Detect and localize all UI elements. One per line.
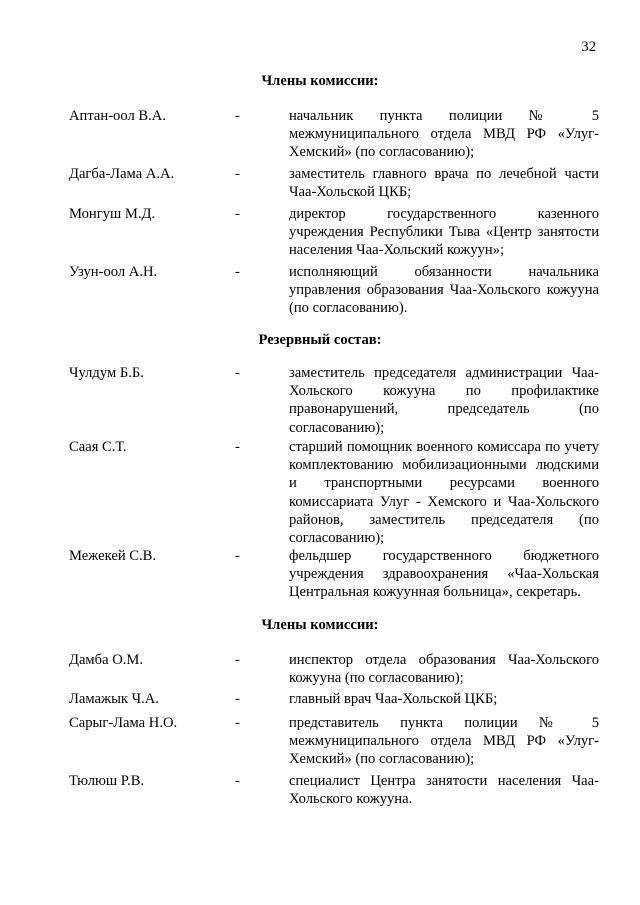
section-heading-members: Члены комиссии: — [261, 73, 379, 89]
member-description: заместитель главного врача по лечебной части Чаа-Хольской ЦКБ; — [289, 166, 599, 201]
section-heading-reserve: Резервный состав: — [258, 332, 382, 348]
member-dash: - — [235, 108, 240, 124]
member-description: специалист Центра занятости населения Чаа-Хольского кожууна. — [289, 773, 599, 808]
member-description: инспектор отдела образования Чаа-Хольского кожууна (по согласованию); — [289, 652, 599, 687]
member-name: Чулдум Б.Б. — [69, 365, 144, 381]
member-name: Тюлюш Р.В. — [69, 773, 145, 789]
section-heading-members: Члены комиссии: — [261, 617, 379, 633]
member-description: исполняющий обязанности начальника управления образования Чаа-Хольского кожууна (по согласованию). — [289, 264, 599, 317]
member-description: директор государственного казенного учреждения Республики Тыва «Центр занятости населения Чаа-Хольский кожуун»; — [289, 206, 599, 259]
member-dash: - — [235, 206, 240, 222]
member-name: Дамба О.М. — [69, 652, 144, 668]
member-description: начальник пункта полиции № 5 межмуниципального отдела МВД РФ «Улуг-Хемский» (по согласованию); — [289, 108, 599, 161]
member-name: Дагба-Лама А.А. — [69, 166, 175, 182]
member-description: фельдшер государственного бюджетного учреждения здравоохранения «Чаа-Хольская Центральная кожуунная больница», секретарь. — [289, 548, 599, 601]
member-dash: - — [235, 264, 240, 280]
member-dash: - — [235, 439, 240, 455]
member-description: представитель пункта полиции № 5 межмуниципального отдела МВД РФ «Улуг-Хемский» (по согласованию); — [289, 715, 599, 768]
member-dash: - — [235, 773, 240, 789]
member-dash: - — [235, 691, 240, 707]
member-description: заместитель председателя администрации Чаа-Хольского кожууна по профилактике правонарушений, председатель (по согласованию); — [289, 365, 599, 436]
member-dash: - — [235, 166, 240, 182]
member-dash: - — [235, 365, 240, 381]
member-name: Узун-оол А.Н. — [69, 264, 158, 280]
member-description: главный врач Чаа-Хольской ЦКБ; — [289, 691, 498, 707]
member-dash: - — [235, 548, 240, 564]
member-name: Саая С.Т. — [69, 439, 127, 455]
member-name: Ламажык Ч.А. — [69, 691, 159, 707]
member-dash: - — [235, 715, 240, 731]
member-name: Аптан-оол В.А. — [69, 108, 166, 124]
member-description: старший помощник военного комиссара по учету комплектованию мобилизационными людскими и транспортными ресурсами военного комиссариата Улуг - Хемского и Чаа-Хольского районов, заместитель председателя (по согласованию); — [289, 439, 599, 547]
member-name: Монгуш М.Д. — [69, 206, 156, 222]
member-name: Сарыг-Лама Н.О. — [69, 715, 178, 731]
member-name: Межекей С.В. — [69, 548, 157, 564]
member-dash: - — [235, 652, 240, 668]
page-number: 32 — [581, 39, 596, 55]
